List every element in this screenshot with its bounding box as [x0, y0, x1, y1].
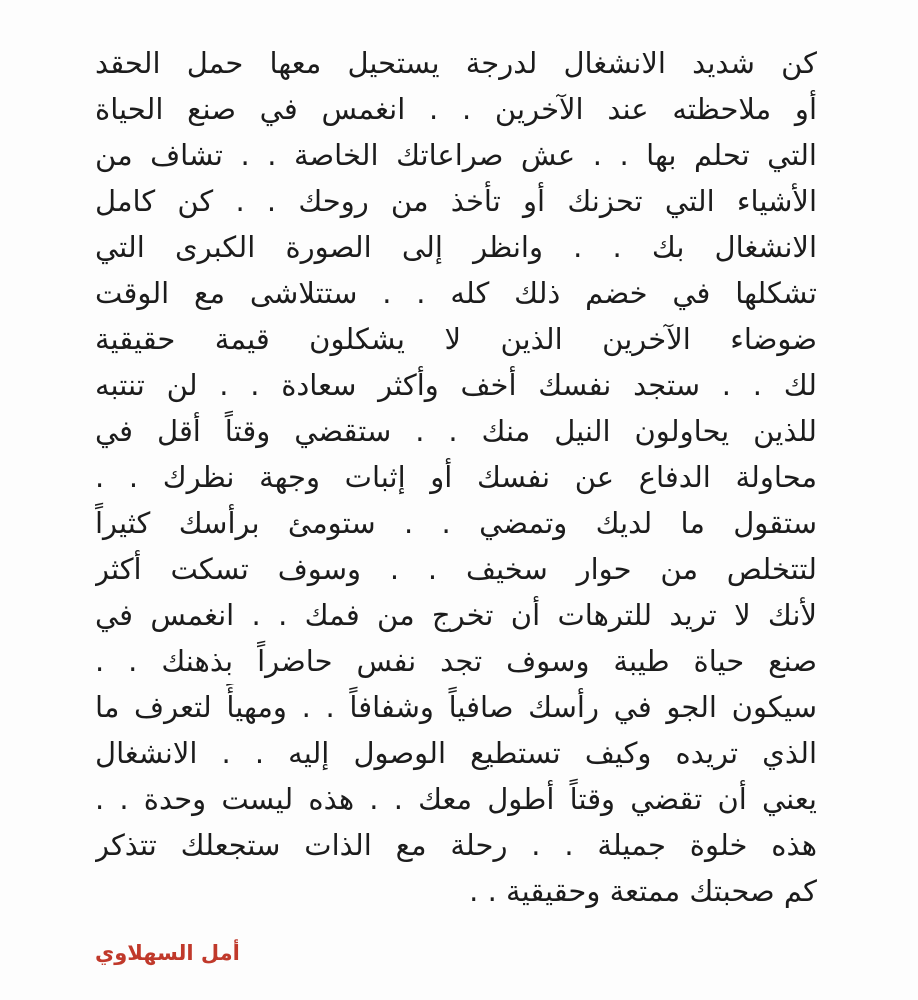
- text-line: لك . . ستجد نفسك أخف وأكثر سعادة . . لن تنتبه: [95, 368, 817, 402]
- paragraph: [95, 40, 817, 914]
- text-line: تشكلها في خضم ذلك كله . . ستتلاشى مع الوقت: [95, 276, 817, 310]
- text-line: ضوضاء الآخرين الذين لا يشكلون قيمة حقيقية: [95, 322, 817, 356]
- text-line: صنع حياة طيبة وسوف تجد نفس حاضراً بذهنك . .: [95, 644, 817, 678]
- text-line: سيكون الجو في رأسك صافياً وشفافاً . . ومهيأً لتعرف ما: [95, 690, 817, 724]
- text-line: الانشغال بك . . وانظر إلى الصورة الكبرى التي: [95, 230, 817, 264]
- author-name: أمل السهلاوي: [95, 941, 240, 965]
- text-line: لتتخلص من حوار سخيف . . وسوف تسكت أكثر: [95, 552, 817, 586]
- text-line-last: كم صحبتك ممتعة وحقيقية . .: [469, 874, 817, 908]
- text-line: هذه خلوة جميلة . . رحلة مع الذات ستجعلك تتذكر: [95, 828, 817, 862]
- text-line: الأشياء التي تحزنك أو تأخذ من روحك . . كن كامل: [95, 184, 817, 218]
- text-line: محاولة الدفاع عن نفسك أو إثبات وجهة نظرك . .: [95, 460, 817, 494]
- text-line: كن شديد الانشغال لدرجة يستحيل معها حمل الحقد: [95, 46, 817, 80]
- text-line: أو ملاحظته عند الآخرين . . انغمس في صنع الحياة: [95, 92, 817, 126]
- text-line: للذين يحاولون النيل منك . . ستقضي وقتاً أقل في: [95, 414, 817, 448]
- text-line: يعني أن تقضي وقتاً أطول معك . . هذه ليست وحدة . .: [95, 782, 817, 816]
- text-line: الذي تريده وكيف تستطيع الوصول إليه . . الانشغال: [95, 736, 817, 770]
- text-line: التي تحلم بها . . عش صراعاتك الخاصة . . تشاف من: [95, 138, 817, 172]
- text-line: ستقول ما لديك وتمضي . . ستومئ برأسك كثيراً: [95, 506, 817, 540]
- text-line: لأنك لا تريد للترهات أن تخرج من فمك . . انغمس في: [95, 598, 817, 632]
